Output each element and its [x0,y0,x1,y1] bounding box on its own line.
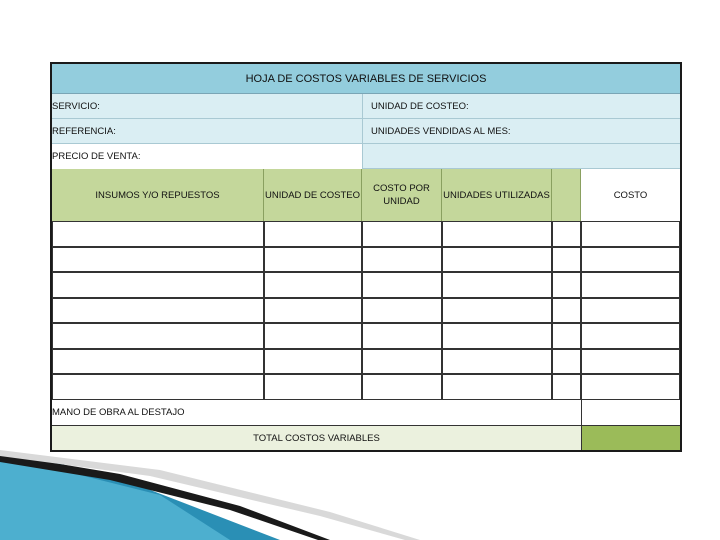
grid-cell[interactable] [442,374,552,400]
grid-cell[interactable] [264,323,362,349]
col-header-costo: COSTO [581,169,680,221]
col-header-unidades-utilizadas: UNIDADES UTILIZADAS [442,169,552,221]
grid-cell[interactable] [581,374,680,400]
grid-cell[interactable] [442,272,552,298]
col-header-unidad-costeo: UNIDAD DE COSTEO [264,169,362,221]
col-header-insumos: INSUMOS Y/O REPUESTOS [52,169,264,221]
decorative-swoosh [0,440,720,540]
grid-cell[interactable] [362,323,442,349]
grid-cell[interactable] [362,298,442,324]
sheet-title: HOJA DE COSTOS VARIABLES DE SERVICIOS [52,64,680,94]
grid-cell[interactable] [552,221,581,247]
grid-cell[interactable] [442,298,552,324]
grid-cell[interactable] [581,247,680,273]
grid-cell[interactable] [552,272,581,298]
grid-cell[interactable] [442,323,552,349]
grid-cell[interactable] [264,298,362,324]
cost-sheet-table [50,62,682,452]
col-header-blank [552,169,581,221]
total-label: TOTAL COSTOS VARIABLES [52,425,581,450]
referencia-label: REFERENCIA: [52,119,362,144]
grid-cell[interactable] [52,349,264,375]
grid-cell[interactable] [581,323,680,349]
mano-obra-label: MANO DE OBRA AL DESTAJO [52,399,581,425]
grid-cell[interactable] [52,221,264,247]
grid-cell[interactable] [52,247,264,273]
grid-cell[interactable] [552,374,581,400]
grid-cell[interactable] [264,374,362,400]
grid-cell[interactable] [581,272,680,298]
grid-cell[interactable] [362,374,442,400]
unidades-vendidas-label: UNIDADES VENDIDAS AL MES: [362,119,680,144]
grid-cell[interactable] [52,272,264,298]
precio-venta-value[interactable] [362,144,680,169]
grid-cell[interactable] [552,298,581,324]
grid-cell[interactable] [362,272,442,298]
grid-cell[interactable] [581,221,680,247]
grid-cell[interactable] [552,349,581,375]
servicio-label: SERVICIO: [52,94,362,119]
mano-obra-cost-cell[interactable] [581,399,680,425]
unidad-costeo-label: UNIDAD DE COSTEO: [362,94,680,119]
grid-cell[interactable] [581,298,680,324]
grid-cell[interactable] [362,247,442,273]
grid-cell[interactable] [442,221,552,247]
precio-venta-label: PRECIO DE VENTA: [52,144,362,169]
grid-cell[interactable] [264,272,362,298]
grid-cell[interactable] [362,221,442,247]
grid-cell[interactable] [52,374,264,400]
grid-cell[interactable] [52,323,264,349]
grid-cell[interactable] [52,298,264,324]
grid-cell[interactable] [264,221,362,247]
grid-cell[interactable] [442,247,552,273]
grid-cell[interactable] [442,349,552,375]
grid-cell[interactable] [581,349,680,375]
grid-cell[interactable] [362,349,442,375]
col-header-costo-unidad: COSTO POR UNIDAD [362,169,442,221]
grid-cell[interactable] [264,247,362,273]
grid-cell[interactable] [552,323,581,349]
grid-cell[interactable] [264,349,362,375]
grid-cell[interactable] [552,247,581,273]
